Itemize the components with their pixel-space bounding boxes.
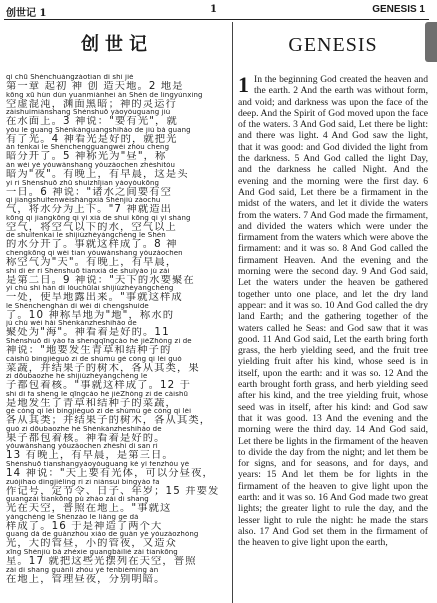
english-verses: In the beginning God created the heaven and the earth. 2 And the earth was without form, and void; and darkness was upon the face of the deep. And the Spirit of God moved upon the face of the waters. 3 And God said, Let there be light: and there was light. 4 And God saw the light, that it was good: and God divided the light from the darkness. 5 And God called the light Day, and the darkness he called Night. And the evening and the morning were the first day. 6 And God said, Let there be a firmament in the midst of the waters, and let it divide the waters from the waters. 7 And God made the firmament, and divided the waters which were under the firmament from the waters which were above the firmament: and it was so. 8 And God called the firmament Heaven. And the evening and the morning were the second day. 9 And God said, Let the waters under the heaven be gathered together unto one place, and let the dry land appear: and it was so. 10 And God called the dry land Earth; and the gathering together of the waters called he Seas: and God saw that it was good. 11 And God said, Let the earth bring forth grass, the herb yielding seed, and the fruit tree yielding fruit after his kind, whose seed is in itself, upon the earth: and it was so. 12 And the earth brought forth grass, and herb yielding seed after his kind, and the tree yielding fruit, whose seed was in itself, after his kind: and God saw that it was good. 13 And the evening and the morning were the third day. 14 And God said, Let there be lights in the firmament of the heaven to divide the day from the night; and let them be for signs, and for seasons, and for days, and years: 15 And let them be for lights in the firmament of the heaven to give light upon the earth: and it was so. 16 And God made two great lights; the greater light to rule the day, and the lesser light to rule the night: he made the stars also. 17 And God set them in the firmament of the heaven to give light upon the earth, <box>238 74 428 549</box>
page-number: 1 <box>210 4 217 15</box>
header-right: GENESIS 1 <box>372 4 425 15</box>
pinyin-line: jù chù wéi hǎi Shénkànzheshìhǎo de <box>6 320 137 328</box>
pinyin-line: shì dì èr rì Shénshuō tiānxià de shuǐyào jù zài <box>6 267 170 275</box>
pinyin-line: zi dōubāozhe hé shìjiùzhèyàngchéng le <box>6 373 148 381</box>
chinese-line: 各从其类；并结果子的树木，各从其类， <box>6 415 212 426</box>
chinese-line: 在水面上。3 神说："要有光"，就 <box>6 116 178 127</box>
pinyin-line: shì dì fā shēng le qīngcǎo hé jiéZhǒng zi de càishū <box>6 390 189 398</box>
header-rule <box>4 19 429 20</box>
chinese-line: 是第二日。9 神说："天下的水要聚在 <box>6 274 195 286</box>
column-divider <box>232 22 233 603</box>
pinyin-line: xīng Shénjiù bǎ zhèxiē guāngbǎiliè zài tiānkōng <box>6 549 178 557</box>
page-header <box>0 0 437 20</box>
english-text <box>238 74 428 548</box>
header-left: 创世记 1 <box>6 8 47 19</box>
chinese-line: 作记号，定节令、日子、年岁；15 并要发 <box>6 485 220 497</box>
pinyin-line: àn wéi yè yǒuwǎnshang yǒuzǎochen zhèshìtóu <box>6 161 176 169</box>
chinese-line: 14 神说："天上要有光体，可以分昼夜， <box>6 468 214 479</box>
pinyin-line: kōng xū hùn dùn yuānmiànhēi àn Shén de língyùnxíng <box>6 91 203 99</box>
pinyin-line: yǒuwǎnshang yǒuzǎochen zhèshì dì sān rì <box>6 443 158 451</box>
chinese-line: 暗分开了。5 神称光为"昼"，称 <box>6 151 167 162</box>
pinyin-line: zàishuǐmiànshang Shénshuō yàoyǒuguāng jiù <box>6 109 171 117</box>
chinese-line: 菜蔬，并结果子的树木，各从其类，果 <box>6 362 200 374</box>
pinyin-line: zài dì shang guǎnlǐ zhòu yè fēnbiémíng àn <box>6 566 159 574</box>
pinyin-line: yì rì Shénshuō zhū shuǐzhījiān yàoyǒukōng <box>6 179 160 187</box>
pinyin-line: Shénshuō dì yào fā shēngqīngcǎo hé jiéZhǒng zi de <box>6 337 192 345</box>
chinese-line: 了。10 神称旱地为"地"，称水的 <box>6 309 175 321</box>
pinyin-line: qǐ chū Shénchuàngzàotiān dì shì jiè <box>6 74 134 81</box>
chinese-line: 称空气为"天"。有晚上，有早晨， <box>6 256 178 268</box>
chinese-line: 光，大的管昼，小的管夜，又造众 <box>6 538 177 550</box>
chinese-line: 样成了。16 于是神造了两个大 <box>6 520 163 532</box>
chinese-line: 是地发生了青草和结种子的菜蔬， <box>6 397 177 409</box>
english-book-title: GENESIS <box>288 34 378 56</box>
pinyin-line: qì jiāngshuǐfēnwéishàngxià Shénjiù zàochu <box>6 197 161 205</box>
pinyin-line: Shénshuō tiānshangyàoyǒuguāng kě yǐ fēnzhòu yè <box>6 461 190 469</box>
chinese-line: 空虚混沌，渊面黑暗；神的灵运行 <box>6 98 177 110</box>
chinese-line: 13 有晚上，有早晨，是第三日。 <box>6 450 174 462</box>
chinese-line: 有了光。4 神看光是好的，就把光 <box>6 133 178 145</box>
chinese-text <box>6 74 228 584</box>
pinyin-line: chēngkōng qì wéi tiān yǒuwǎnshang yǒuzǎochen <box>6 249 183 257</box>
chinese-line: 一处，使旱地露出来。"事就这样成 <box>6 292 183 303</box>
chinese-line: 神说："地要发生青草和结种子的 <box>6 344 172 356</box>
pinyin-line: zuòjìhao dìngjiélìng rì zi niánsuì bìngyào fā <box>6 478 160 486</box>
chinese-book-title: 创世记 <box>81 34 153 55</box>
pinyin-line: àn fēnkāi le Shénchēngguāngwéi zhòu chēng <box>6 144 170 152</box>
pinyin-line: guǒ zi dōubāozhe hé Shénkànzheshìhǎo de <box>6 425 162 433</box>
chinese-line: 果子都包着核。神看着是好的。 <box>6 432 166 444</box>
pinyin-line: kōng qì jiāngkōng qì yǐ xià de shuǐ kōng qì yǐ shàng <box>6 214 191 222</box>
pinyin-line: yǒu le guāng Shénkànguāngshìhǎo de jiù bǎ guāng <box>6 126 191 134</box>
english-column <box>238 30 428 603</box>
pinyin-line: yàngchéng le Shénzào le liǎng ge dà <box>6 513 139 521</box>
chapter-number: 1 <box>238 72 249 97</box>
chinese-line: 第一章 起初 神 创 造天地。2 地是 <box>6 81 184 92</box>
chinese-line: 一日。6 神说："诸水之间要有空 <box>6 186 173 198</box>
chinese-line: 在地上，管理昼夜，分别明暗。 <box>6 573 166 585</box>
pinyin-line: gè cóng qí lèi bìngjiéguǒ zi de shùmù gè cóng qí lèi <box>6 408 192 416</box>
chinese-line: 子都包着核。"事就这样成了。12 于 <box>6 380 192 391</box>
chinese-line: 空气，将空气以下的水，空气以上 <box>6 221 177 233</box>
pinyin-line: càishū bìngjiéguǒ zi de shùmù gè cóng qí lèi guǒ <box>6 355 182 363</box>
pinyin-line: guāng dà de guǎnzhòu xiǎo de guǎn yè yòuzàozhòng <box>6 531 199 539</box>
chinese-line: 聚处为"海"。神看着是好的。11 <box>6 327 170 338</box>
chinese-line: 的水分开了。事就这样成了。8 神 <box>6 239 178 250</box>
chinese-column <box>6 30 228 603</box>
pinyin-line: guāngzài tiānkōng pǔ zhào zài dì shang <box>6 496 149 504</box>
chinese-line: 星。17 就把这些光摆列在天空，普照 <box>6 556 197 567</box>
chinese-line: 光在天空，普照在地上。"事就这 <box>6 503 172 514</box>
chinese-line: 气，将水分为上下。"7 神就造出 <box>6 204 173 215</box>
chinese-line: 暗为"夜"。有晚上，有早晨，这是头 <box>6 168 189 180</box>
pinyin-line: de shuǐfēnkāi le shìjiùzhèyàngchéng le Shén <box>6 232 166 240</box>
pinyin-line: yí chù shǐ hàn dì lòuchūlai shìjiùzhèyàngchéng <box>6 285 174 293</box>
pinyin-line: le Shénchēnghàn dì wéi dì chēngshuǐde <box>6 302 149 310</box>
